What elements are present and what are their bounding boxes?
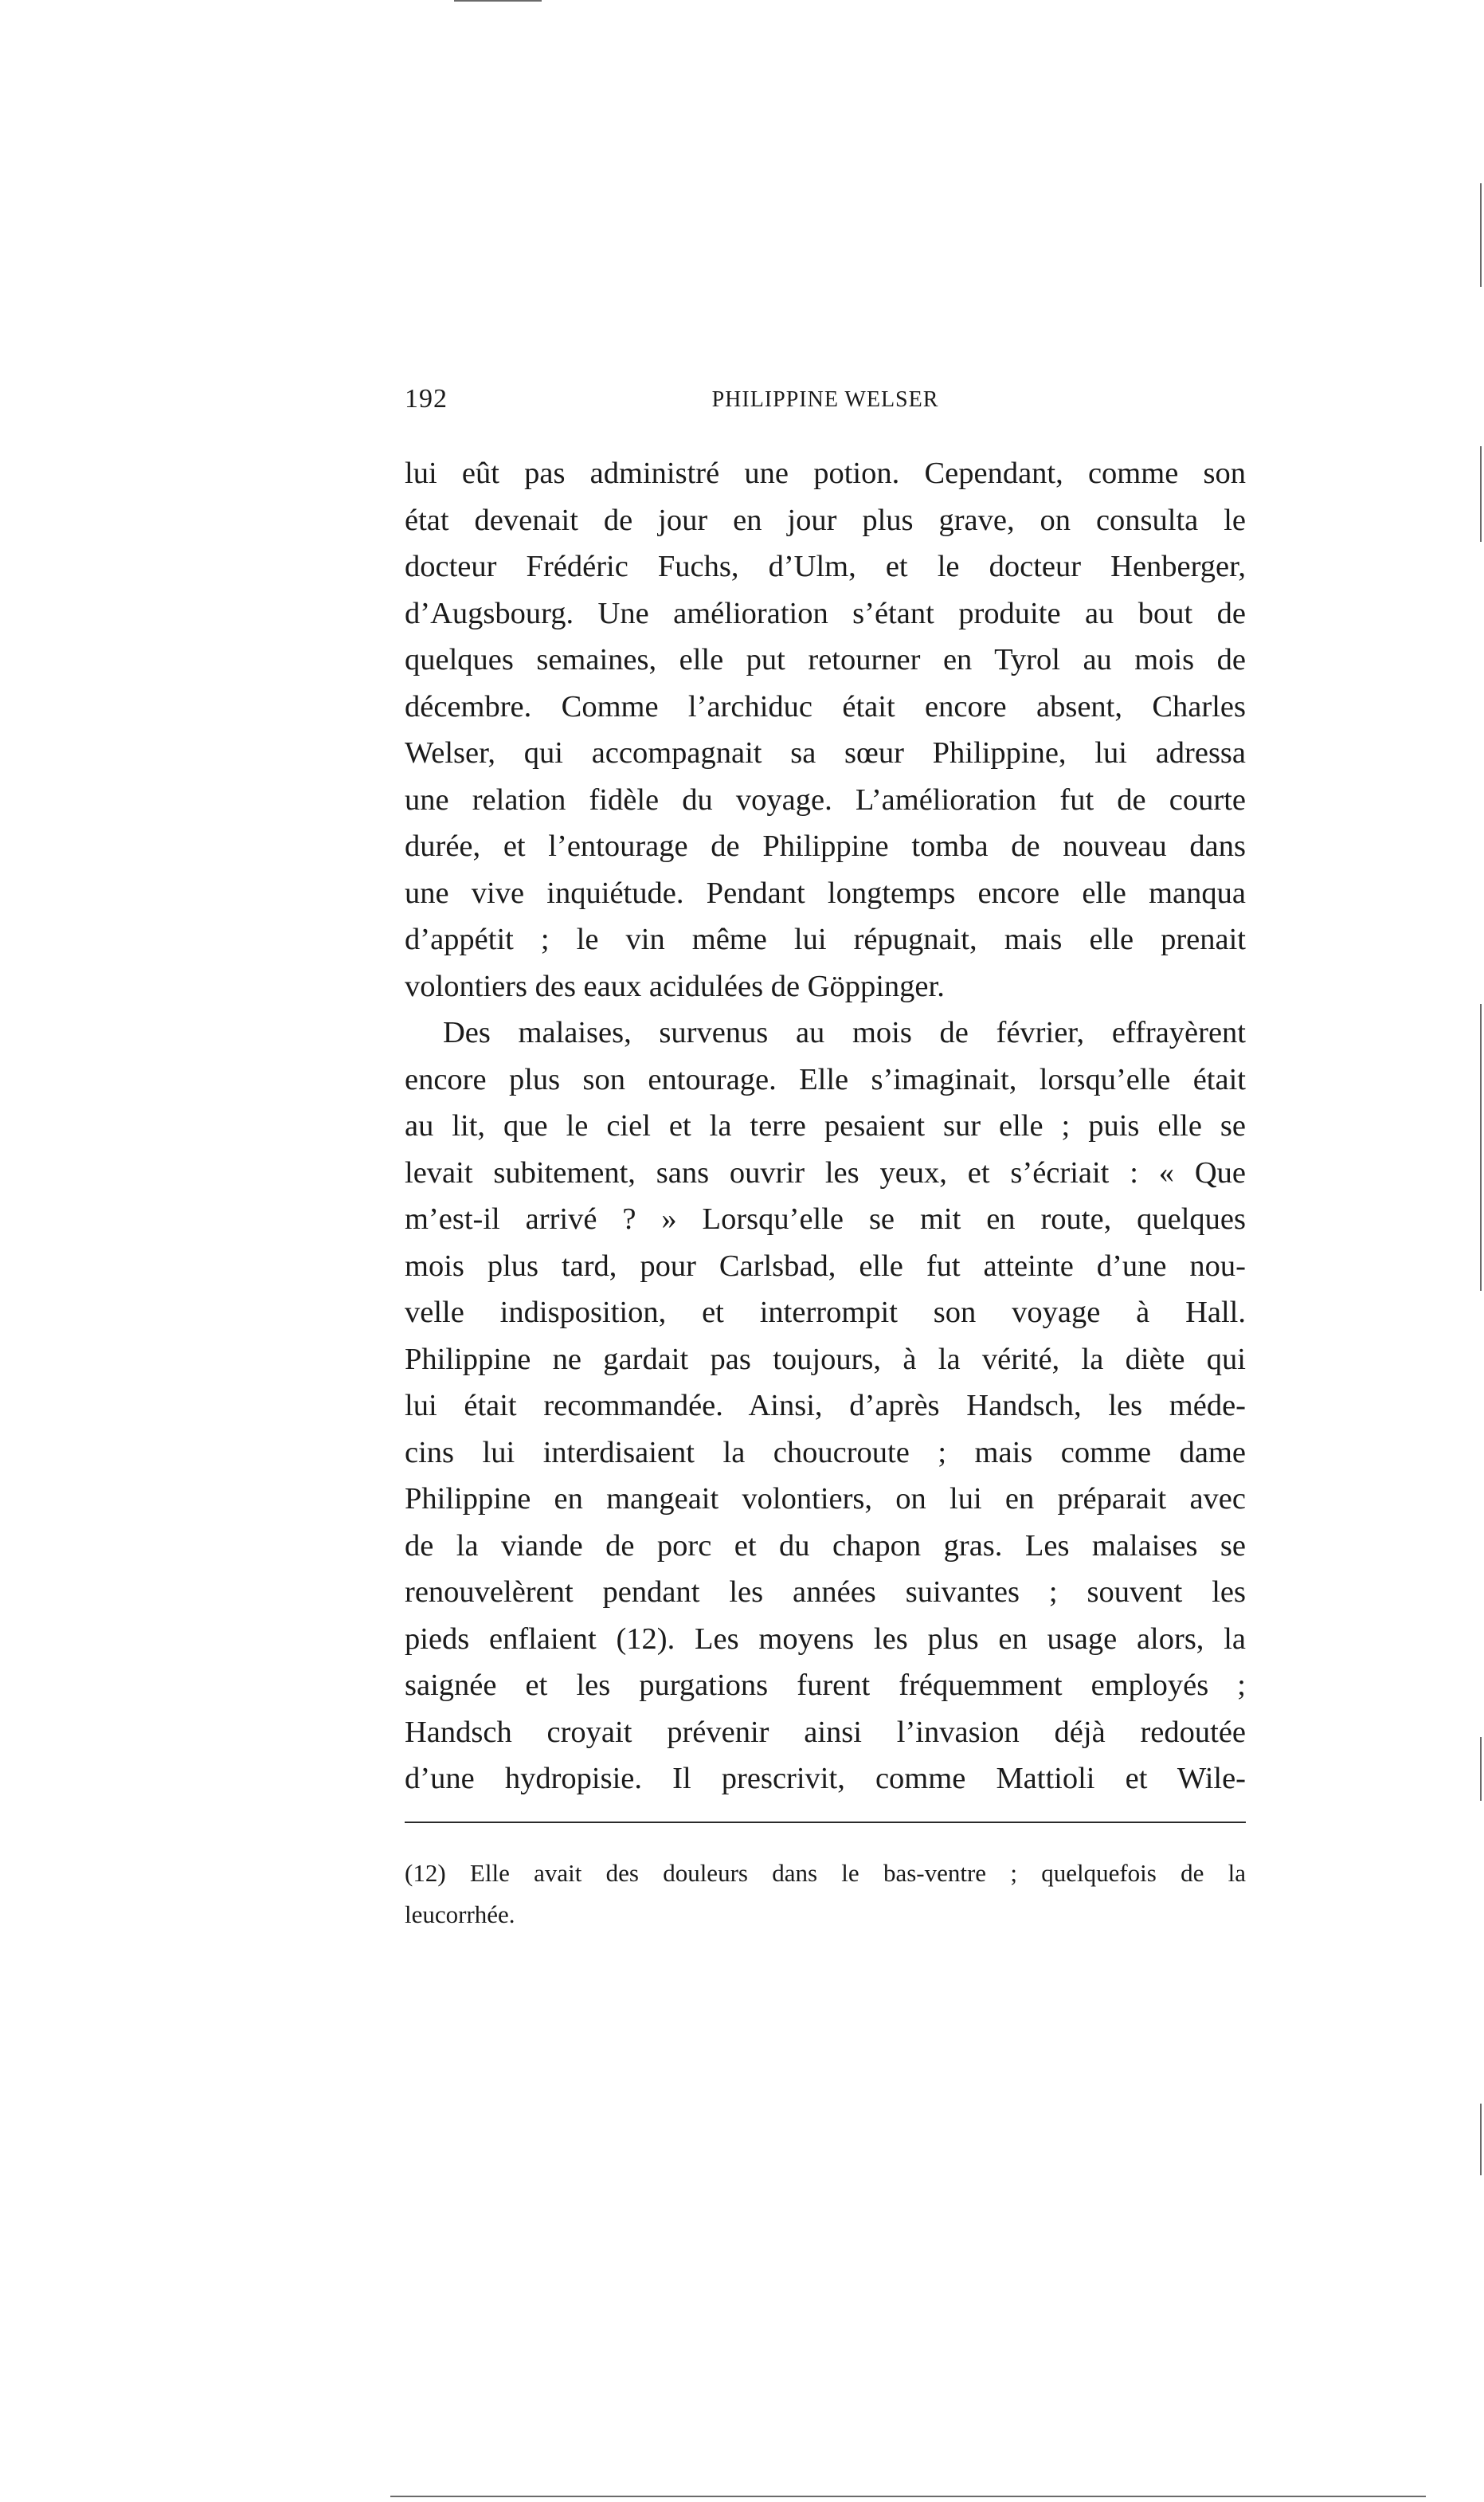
text-line: quelques semaines, elle put retourner en Tyrol au mois de [405,643,1246,676]
text-line: au lit, que le ciel et la terre pesaient sur elle ; puis elle se [405,1109,1246,1143]
text-line: décembre. Comme l’archiduc était encore absent, Charles [405,689,1246,724]
text-line: mois plus tard, pour Carlsbad, elle fut atteinte d’une nou- [405,1249,1246,1283]
footnote-line: (12) Elle avait des douleurs dans le bas-ventre ; quelquefois de la [405,1859,1246,1887]
text-line: docteur Frédéric Fuchs, d’Ulm, et le docteur Henberger, [405,550,1246,583]
paragraph-start-line: Des malaises, survenus au mois de février, effrayèrent [443,1016,1246,1049]
text-line: lui eût pas administré une potion. Cependant, comme son [405,457,1246,490]
footnote-line: leucorrhée. [405,1900,515,1928]
text-line: d’Augsbourg. Une amélioration s’étant produite au bout de [405,596,1246,630]
running-header [405,384,1246,424]
paragraph-end-line: volontiers des eaux acidulées de Göppinger. [405,969,945,1003]
text-line: Philippine ne gardait pas toujours, à la vérité, la diète qui [405,1342,1246,1376]
text-line: durée, et l’entourage de Philippine tomba de nouveau dans [405,829,1246,863]
scan-artifact-bottom [390,2496,1426,2497]
text-line: encore plus son entourage. Elle s’imaginait, lorsqu’elle était [405,1062,1246,1096]
scan-artifact-right-2 [1480,446,1482,542]
running-title: PHILIPPINE WELSER [711,387,939,412]
text-line: cins lui interdisaient la choucroute ; mais comme dame [405,1435,1246,1469]
text-line: état devenait de jour en jour plus grave, on consulta le [405,503,1246,537]
footnotes [405,1853,1246,1935]
text-line: levait subitement, sans ouvrir les yeux, et s’écriait : « Que [405,1155,1246,1190]
scan-artifact-right-4 [1480,1737,1482,1801]
text-line: de la viande de porc et du chapon gras. Les malaises se [405,1528,1246,1563]
text-line: lui était recommandée. Ainsi, d’après Handsch, les méde- [405,1389,1246,1422]
footnote-rule [405,1822,1246,1823]
scan-artifact-top [454,0,542,2]
scan-artifact-right-5 [1480,2104,1482,2175]
text-line: renouvelèrent pendant les années suivantes ; souvent les [405,1575,1246,1609]
text-line: d’une hydropisie. Il prescrivit, comme Mattioli et Wile- [405,1762,1246,1795]
text-line: une vive inquiétude. Pendant longtemps encore elle manqua [405,876,1246,910]
scan-artifact-right-1 [1480,183,1482,287]
text-line: d’appétit ; le vin même lui répugnait, mais elle prenait [405,923,1246,956]
body-text [405,450,1246,1802]
scan-artifact-right-3 [1480,1004,1482,1291]
text-line: Handsch croyait prévenir ainsi l’invasion déjà redoutée [405,1715,1246,1749]
text-line: saignée et les purgations furent fréquemment employés ; [405,1669,1246,1702]
text-line: velle indisposition, et interrompit son voyage à Hall. [405,1296,1246,1329]
text-line: une relation fidèle du voyage. L’amélioration fut de courte [405,782,1246,817]
page-number: 192 [405,384,448,414]
text-line: Philippine en mangeait volontiers, on lui en préparait avec [405,1482,1246,1516]
text-line: m’est-il arrivé ? » Lorsqu’elle se mit en route, quelques [405,1202,1246,1236]
text-line: pieds enflaient (12). Les moyens les plus en usage alors, la [405,1622,1246,1656]
text-line: Welser, qui accompagnait sa sœur Philippine, lui adressa [405,736,1246,770]
